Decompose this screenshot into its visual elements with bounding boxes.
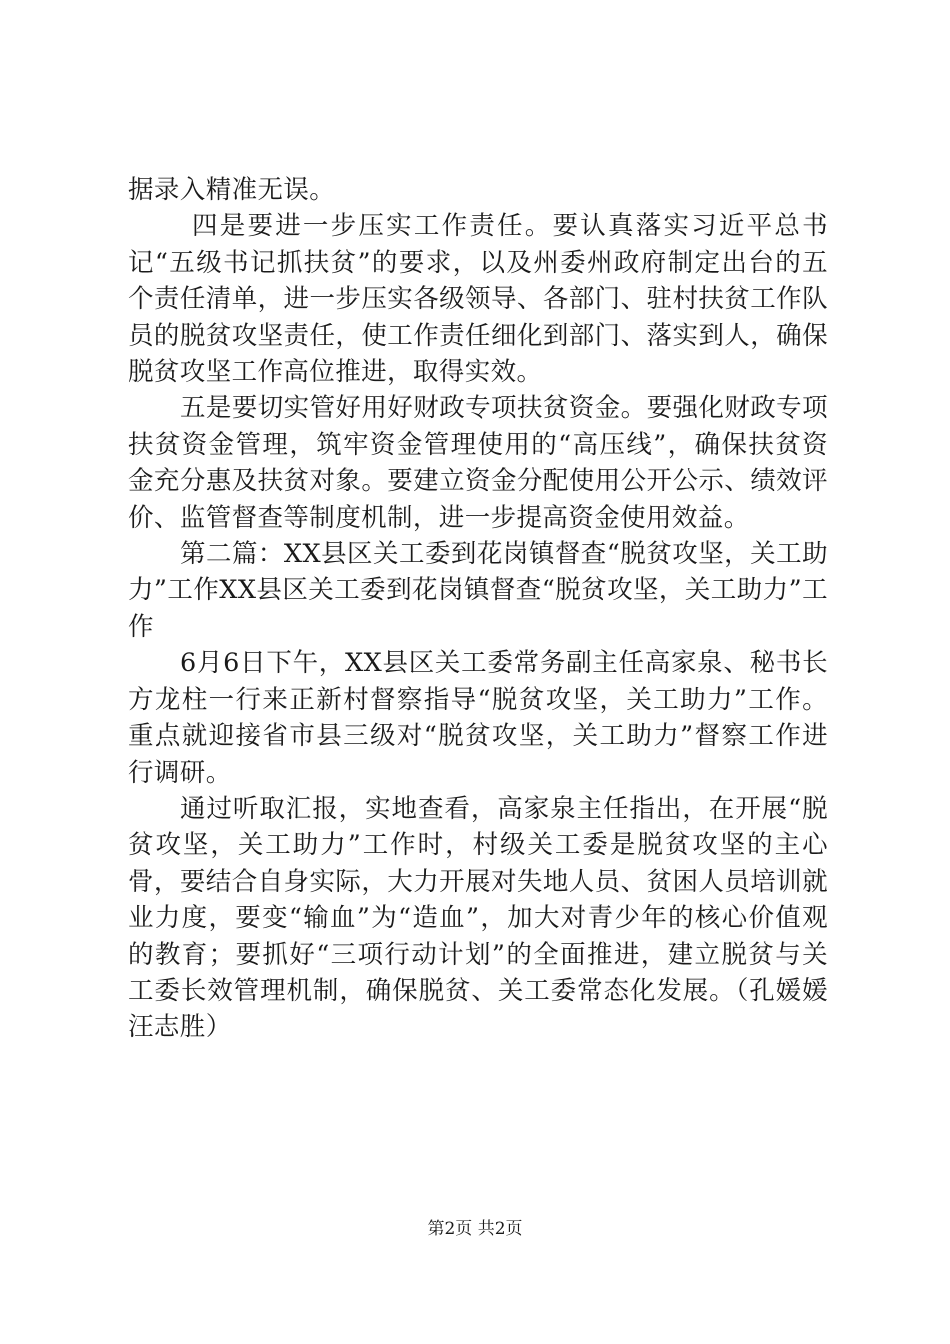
paragraph-continuation: 据录入精准无误。	[128, 175, 336, 205]
paragraph-point-four: 四是要进一步压实工作责任。要认真落实习近平总书记“五级书记抓扶贫”的要求，以及州委州政府制定出台的五个责任清单，进一步压实各级领导、各部门、驻村扶贫工作队员的脱贫攻坚责任，使工作责任细化到部门、落实到人，确保脱贫攻坚工作高位推进，取得实效。	[128, 211, 828, 388]
document-body	[128, 172, 828, 1046]
paragraph-point-five: 五是要切实管好用好财政专项扶贫资金。要强化财政专项扶贫资金管理，筑牢资金管理使用的“高压线”，确保扶贫资金充分惠及扶贫对象。要建立资金分配使用公开公示、绩效评价、监管督查等制度机制，进一步提高资金使用效益。	[128, 393, 828, 533]
paragraph-instructions: 通过听取汇报，实地查看，高家泉主任指出，在开展“脱贫攻坚，关工助力”工作时，村级关工委是脱贫攻坚的主心骨，要结合自身实际，大力开展对失地人员、贫困人员培训就业力度，要变“输血”为“造血”，加大对青少年的核心价值观的教育；要抓好“三项行动计划”的全面推进，建立脱贫与关工委长效管理机制，确保脱贫、关工委常态化发展。（孔媛媛汪志胜）	[128, 793, 828, 1043]
page-number-footer: 第2页 共2页	[427, 1219, 523, 1239]
section-heading-part-two: 第二篇：XX县区关工委到花岗镇督查“脱贫攻坚，关工助力”工作XX县区关工委到花岗镇督查“脱贫攻坚，关工助力”工作	[128, 539, 828, 642]
paragraph-june-visit: 6月6日下午，XX县区关工委常务副主任高家泉、秘书长方龙柱一行来正新村督察指导“脱贫攻坚，关工助力”工作。重点就迎接省市县三级对“脱贫攻坚，关工助力”督察工作进行调研。	[128, 648, 828, 788]
